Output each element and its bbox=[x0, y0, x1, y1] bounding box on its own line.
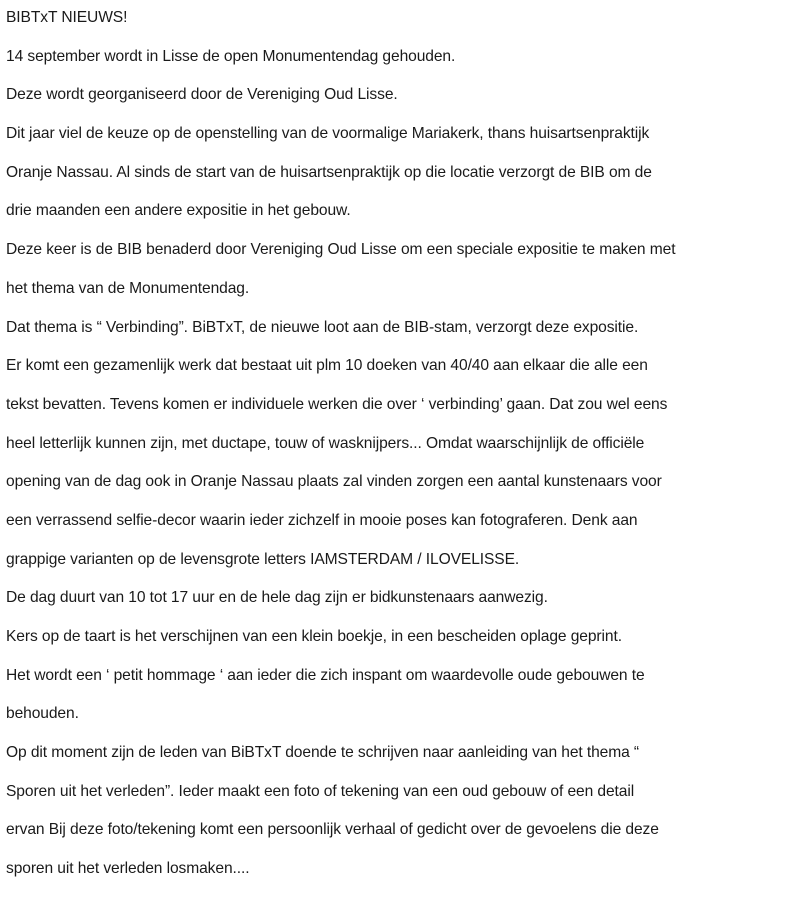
text-line: Er komt een gezamenlijk werk dat bestaat uit plm 10 doeken van 40/40 aan elkaar die alle een bbox=[6, 357, 648, 375]
text-line: Dit jaar viel de keuze op de openstelling van de voormalige Mariakerk, thans huisartsenpraktijk bbox=[6, 125, 650, 143]
text-line: grappige varianten op de levensgrote letters IAMSTERDAM / ILOVELISSE. bbox=[6, 550, 520, 568]
text-line: heel letterlijk kunnen zijn, met ductape, touw of wasknijpers... Omdat waarschijnlijk de officiële bbox=[6, 434, 645, 452]
text-line: opening van de dag ook in Oranje Nassau plaats zal vinden zorgen een aantal kunstenaars voor bbox=[6, 473, 662, 491]
text-line: Op dit moment zijn de leden van BiBTxT doende te schrijven naar aanleiding van het thema “ bbox=[6, 744, 640, 762]
text-line: behouden. bbox=[6, 705, 79, 723]
text-line: Het wordt een ‘ petit hommage ‘ aan ieder die zich inspant om waardevolle oude gebouwen te bbox=[6, 666, 645, 684]
text-line: Sporen uit het verleden”. Ieder maakt een foto of tekening van een oud gebouw of een detail bbox=[6, 782, 635, 800]
text-line: tekst bevatten. Tevens komen er individuele werken die over ‘ verbinding’ gaan. Dat zou wel eens bbox=[6, 395, 668, 413]
text-line: De dag duurt van 10 tot 17 uur en de hele dag zijn er bidkunstenaars aanwezig. bbox=[6, 589, 548, 607]
text-line: Oranje Nassau. Al sinds de start van de huisartsenpraktijk op die locatie verzorgt de BIB om de bbox=[6, 163, 652, 181]
text-line: een verrassend selfie-decor waarin ieder zichzelf in mooie poses kan fotograferen. Denk aan bbox=[6, 511, 638, 529]
text-line: sporen uit het verleden losmaken.... bbox=[6, 860, 250, 878]
text-line: drie maanden een andere expositie in het gebouw. bbox=[6, 202, 351, 220]
text-line: ervan Bij deze foto/tekening komt een persoonlijk verhaal of gedicht over de gevoelens die deze bbox=[6, 821, 659, 839]
text-line: het thema van de Monumentendag. bbox=[6, 279, 250, 297]
text-line: 14 september wordt in Lisse de open Monumentendag gehouden. bbox=[6, 47, 456, 65]
text-line: Deze keer is de BIB benaderd door Vereniging Oud Lisse om een speciale expositie te maken met bbox=[6, 241, 676, 259]
document-title: BIBTxT NIEUWS! bbox=[6, 9, 128, 26]
text-line: Kers op de taart is het verschijnen van een klein boekje, in een bescheiden oplage geprint. bbox=[6, 628, 622, 645]
text-line: Dat thema is “ Verbinding”. BiBTxT, de nieuwe loot aan de BIB-stam, verzorgt deze expositie. bbox=[6, 318, 639, 336]
document-body bbox=[6, 4, 796, 894]
text-line: Deze wordt georganiseerd door de Vereniging Oud Lisse. bbox=[6, 86, 398, 104]
